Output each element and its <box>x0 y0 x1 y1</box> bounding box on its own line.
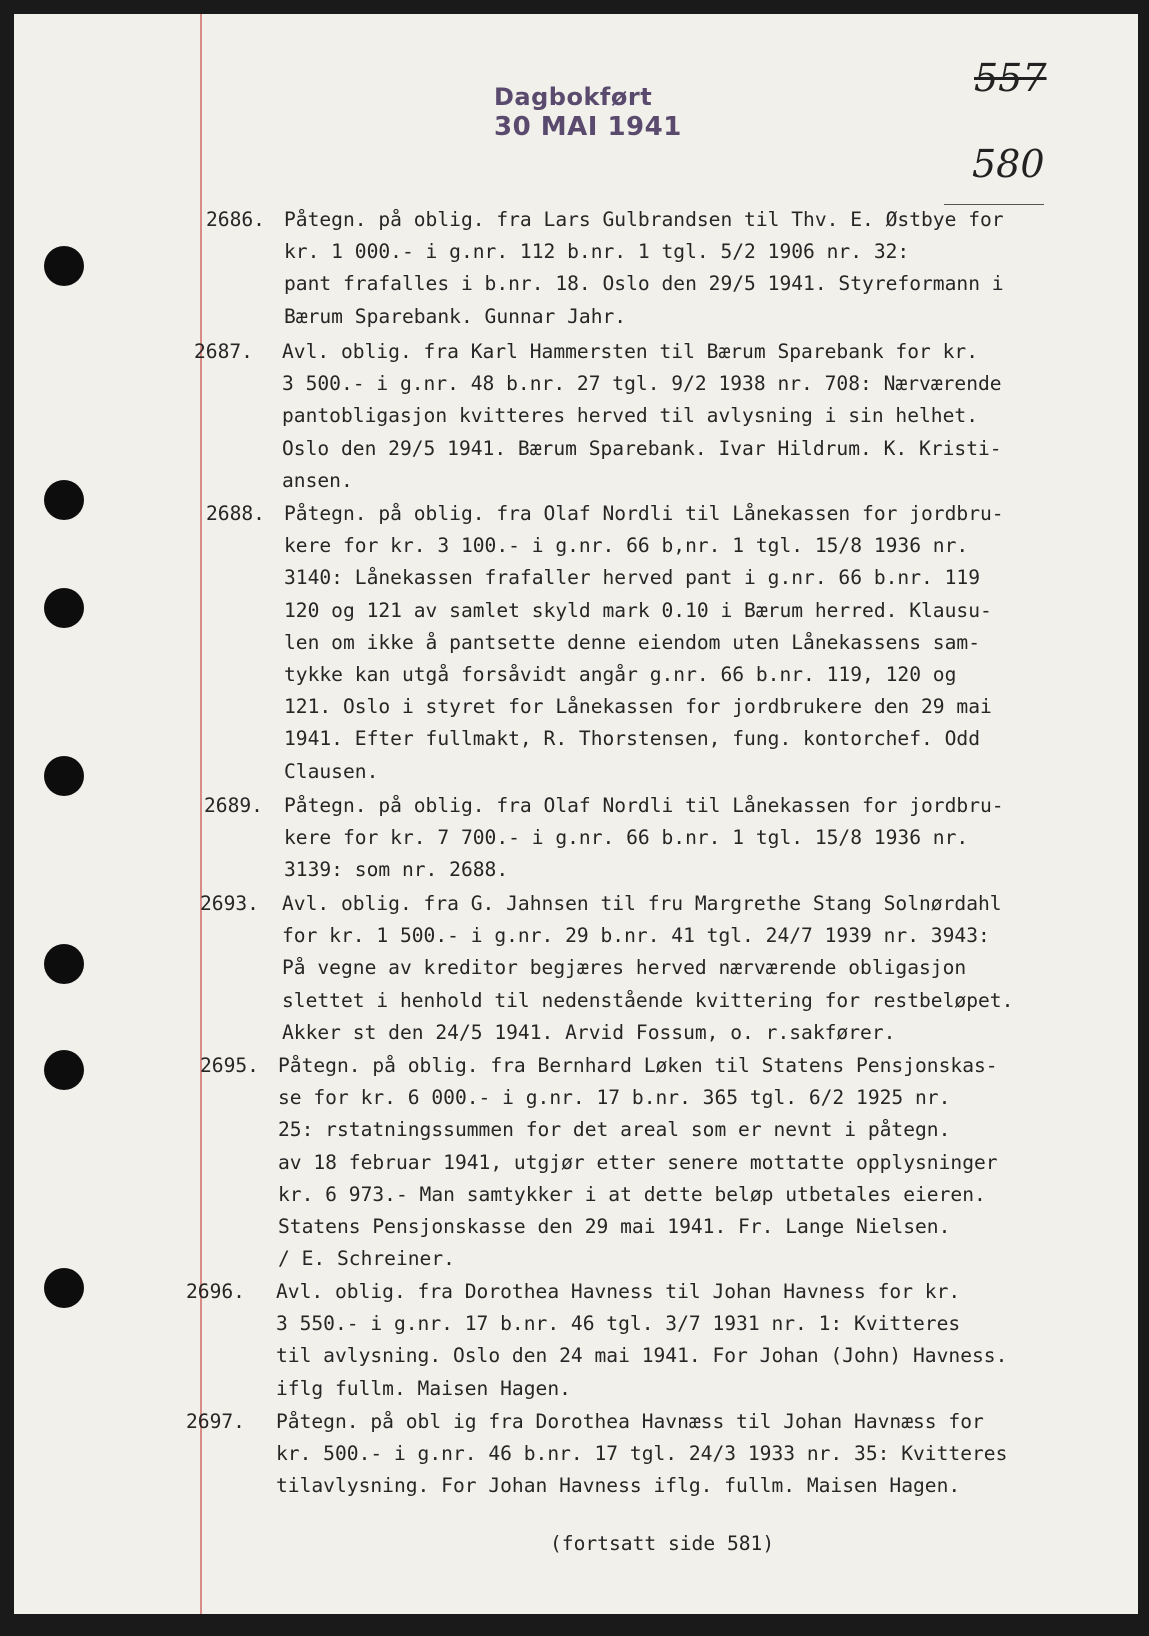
entry-text-line: Avl. oblig. fra Dorothea Havness til Johan Havness for kr. <box>276 1280 961 1303</box>
entry-text-line: 3 500.- i g.nr. 48 b.nr. 27 tgl. 9/2 1938 nr. 708: Nærværende <box>282 372 1002 396</box>
journal-entry <box>14 204 1138 333</box>
entry-text-line: for kr. 1 500.- i g.nr. 29 b.nr. 41 tgl. 24/7 1939 nr. 3943: <box>282 924 990 948</box>
entry-text-line: pantobligasjon kvitteres herved til avlysning i sin helhet. <box>282 404 978 428</box>
continuation-note: (fortsatt side 581) <box>550 1532 775 1555</box>
entry-text-line: Statens Pensjonskasse den 29 mai 1941. Fr. Lange Nielsen. <box>278 1215 951 1239</box>
entry-text-line: På vegne av kreditor begjæres herved nærværende obligasjon <box>282 956 967 980</box>
entry-text-line: kr. 6 973.- Man samtykker i at dette beløp utbetales eieren. <box>278 1182 986 1206</box>
entry-text-line: iflg fullm. Maisen Hagen. <box>276 1376 571 1400</box>
entry-text-line: 25: rstatningssummen for det areal som er nevnt i påtegn. <box>278 1118 951 1142</box>
entry-text-line: se for kr. 6 000.- i g.nr. 17 b.nr. 365 tgl. 6/2 1925 nr. <box>278 1086 951 1110</box>
entry-text-line: Påtegn. på oblig. fra Bernhard Løken til Statens Pensjonskas- <box>278 1054 998 1077</box>
page-number-old: 557 <box>974 56 1047 100</box>
entry-text-line: kere for kr. 7 700.- i g.nr. 66 b.nr. 1 tgl. 15/8 1936 nr. <box>284 826 969 850</box>
entry-text-line: 3139: som nr. 2688. <box>284 858 509 882</box>
entry-text-line: 1941. Efter fullmakt, R. Thorstensen, fung. kontorchef. Odd <box>284 727 980 751</box>
entry-number: 2688. <box>206 502 265 525</box>
document-page <box>14 14 1138 1614</box>
journal-entry <box>14 336 1138 497</box>
entry-text-line: Avl. oblig. fra Karl Hammersten til Bærum Sparebank for kr. <box>282 340 978 363</box>
journal-entry <box>14 888 1138 1049</box>
entry-text-line: 3 550.- i g.nr. 17 b.nr. 46 tgl. 3/7 1931 nr. 1: Kvitteres <box>276 1312 961 1336</box>
entry-number: 2696. <box>186 1280 245 1303</box>
entry-text-line: tilavlysning. For Johan Havness iflg. fullm. Maisen Hagen. <box>276 1474 961 1498</box>
stamp-date: 30 MAI 1941 <box>494 112 682 142</box>
entry-number: 2689. <box>204 794 263 817</box>
entry-text-line: tykke kan utgå forsåvidt angår g.nr. 66 b.nr. 119, 120 og <box>284 663 957 687</box>
entry-number: 2697. <box>186 1410 245 1433</box>
entry-text-line: slettet i henhold til nedenstående kvittering for restbeløpet. <box>282 988 1014 1012</box>
entry-number: 2687. <box>194 340 253 363</box>
entry-text-line: kr. 1 000.- i g.nr. 112 b.nr. 1 tgl. 5/2 1906 nr. 32: <box>284 240 910 264</box>
entry-text-line: len om ikke å pantsette denne eiendom uten Lånekassens sam- <box>284 630 980 654</box>
journal-entry <box>14 1050 1138 1275</box>
entry-text-line: Påtegn. på oblig. fra Olaf Nordli til Lånekassen for jordbru- <box>284 502 1004 525</box>
stamp-line-1: Dagbokført <box>494 83 653 111</box>
entry-text-line: pant frafalles i b.nr. 18. Oslo den 29/5 1941. Styreformann i <box>284 272 1004 296</box>
entry-number: 2693. <box>200 892 259 915</box>
page-number: 580 <box>972 142 1045 186</box>
entry-text-line: 3140: Lånekassen frafaller herved pant i g.nr. 66 b.nr. 119 <box>284 566 980 590</box>
registration-stamp <box>494 82 682 142</box>
entry-text-line: 120 og 121 av samlet skyld mark 0.10 i Bærum herred. Klausu- <box>284 598 992 622</box>
entry-text-line: til avlysning. Oslo den 24 mai 1941. For Johan (John) Havness. <box>276 1344 1008 1368</box>
entry-text-line: Påtegn. på oblig. fra Olaf Nordli til Lånekassen for jordbru- <box>284 794 1004 817</box>
entry-text-line: Akker st den 24/5 1941. Arvid Fossum, o. r.sakfører. <box>282 1020 896 1044</box>
entry-text-line: Bærum Sparebank. Gunnar Jahr. <box>284 304 627 328</box>
entry-text-line: Påtegn. på oblig. fra Lars Gulbrandsen til Thv. E. Østbye for <box>284 208 1004 231</box>
journal-entry <box>14 1406 1138 1503</box>
entry-number: 2686. <box>206 208 265 231</box>
entry-text-line: kere for kr. 3 100.- i g.nr. 66 b,nr. 1 tgl. 15/8 1936 nr. <box>284 534 969 558</box>
entry-text-line: Clausen. <box>284 759 379 783</box>
journal-entry <box>14 498 1138 788</box>
entry-text-line: av 18 februar 1941, utgjør etter senere mottatte opplysninger <box>278 1150 998 1174</box>
entry-text-line: Avl. oblig. fra G. Jahnsen til fru Margrethe Stang Solnørdahl <box>282 892 1002 915</box>
entry-number: 2695. <box>200 1054 259 1077</box>
entry-text-line: 121. Oslo i styret for Lånekassen for jordbrukere den 29 mai <box>284 695 992 719</box>
entry-text-line: ansen. <box>282 468 353 492</box>
journal-entry <box>14 1276 1138 1405</box>
entry-text-line: kr. 500.- i g.nr. 46 b.nr. 17 tgl. 24/3 1933 nr. 35: Kvitteres <box>276 1442 1008 1466</box>
journal-entry <box>14 790 1138 887</box>
entry-text-line: Oslo den 29/5 1941. Bærum Sparebank. Ivar Hildrum. K. Kristi- <box>282 436 1002 460</box>
entry-text-line: Påtegn. på obl ig fra Dorothea Havnæss til Johan Havnæss for <box>276 1410 984 1433</box>
entry-text-line: / E. Schreiner. <box>278 1247 455 1271</box>
